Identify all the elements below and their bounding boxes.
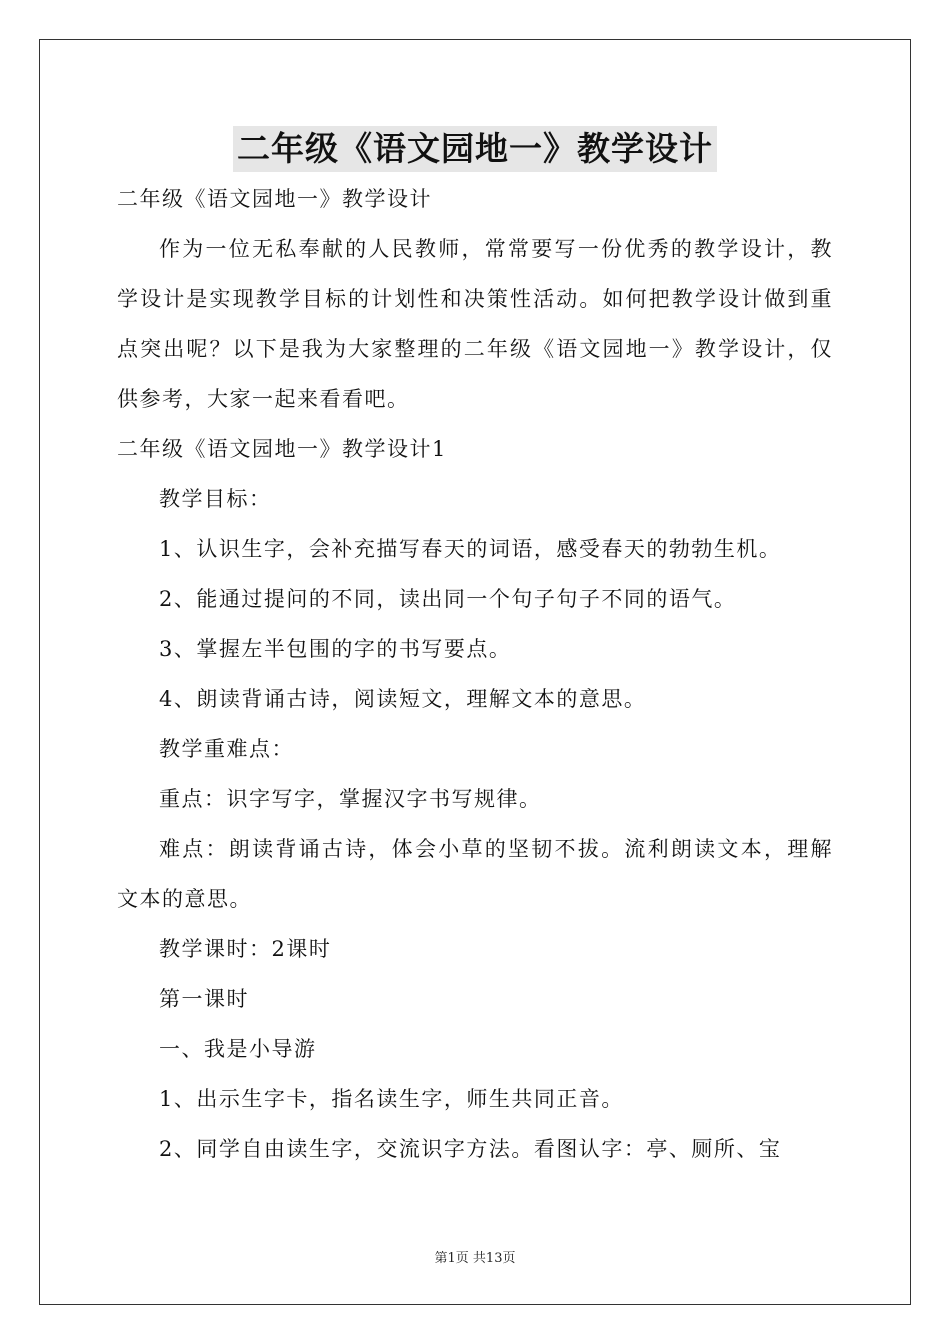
paragraph: 二年级《语文园地一》教学设计 — [117, 187, 432, 211]
paragraph: 1、出示生字卡，指名读生字，师生共同正音。 — [159, 1087, 624, 1111]
paragraph: 作为一位无私奉献的人民教师，常常要写一份优秀的教学设计，教学设计是实现教学目标的计划性和决策性活动。如何把教学设计做到重点突出呢？以下是我为大家整理的二年级《语文园地一》教学设计，仅供参考，大家一起来看看吧。 — [117, 237, 833, 411]
paragraph: 二年级《语文园地一》教学设计1 — [117, 437, 447, 461]
paragraph: 难点：朗读背诵古诗，体会小草的坚韧不拔。流利朗读文本，理解文本的意思。 — [117, 837, 833, 911]
paragraph: 教学课时：2课时 — [159, 937, 332, 961]
paragraph: 2、同学自由读生字，交流识字方法。看图认字：亭、厕所、宝 — [159, 1137, 782, 1161]
document-body — [117, 174, 833, 1174]
paragraph: 1、认识生字，会补充描写春天的词语，感受春天的勃勃生机。 — [159, 537, 782, 561]
paragraph: 第一课时 — [159, 987, 249, 1011]
paragraph: 2、能通过提问的不同，读出同一个句子句子不同的语气。 — [159, 587, 737, 611]
paragraph: 教学目标： — [159, 487, 272, 511]
page-footer — [0, 1247, 950, 1266]
page-number: 第1页 共13页 — [434, 1251, 516, 1266]
paragraph: 4、朗读背诵古诗，阅读短文，理解文本的意思。 — [159, 687, 647, 711]
paragraph: 重点：识字写字，掌握汉字书写规律。 — [159, 787, 542, 811]
document-title: 二年级《语文园地一》教学设计 — [233, 126, 717, 172]
paragraph: 一、我是小导游 — [159, 1037, 317, 1061]
paragraph: 3、掌握左半包围的字的书写要点。 — [159, 637, 512, 661]
paragraph: 教学重难点： — [159, 737, 294, 761]
title-container — [0, 126, 950, 172]
